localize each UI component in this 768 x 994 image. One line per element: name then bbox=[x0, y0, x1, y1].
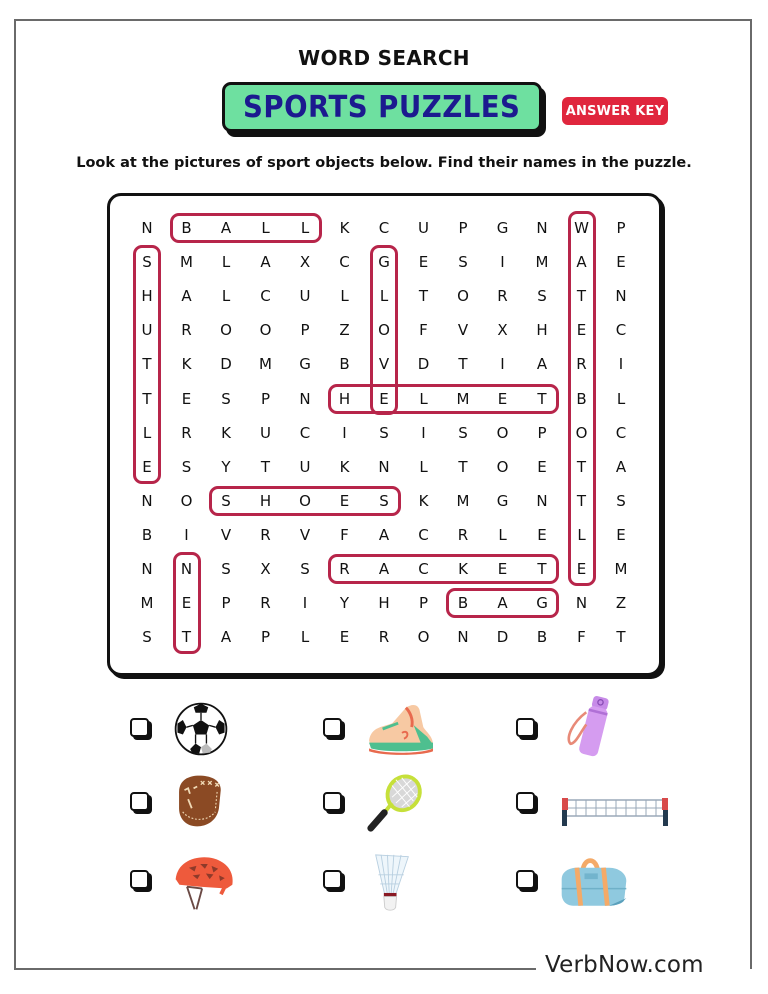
grid-cell[interactable]: M bbox=[456, 389, 470, 408]
grid-cell[interactable]: H bbox=[259, 491, 272, 510]
grid-cell[interactable]: S bbox=[379, 491, 389, 510]
grid-cell[interactable]: E bbox=[616, 525, 626, 544]
checkbox[interactable] bbox=[323, 792, 342, 811]
grid-cell[interactable]: X bbox=[299, 253, 311, 272]
grid-cell[interactable]: O bbox=[457, 287, 469, 306]
picture-item bbox=[130, 698, 300, 768]
answer-key-badge: ANSWER KEY bbox=[562, 97, 668, 125]
grid-cell[interactable]: G bbox=[536, 594, 548, 613]
grid-cell[interactable]: Y bbox=[339, 594, 350, 613]
grid-cell[interactable]: N bbox=[615, 287, 627, 306]
grid-cell[interactable]: F bbox=[340, 525, 349, 544]
grid-cell[interactable]: N bbox=[141, 219, 153, 237]
title-banner bbox=[222, 82, 542, 132]
grid-cell[interactable]: V bbox=[220, 525, 232, 544]
grid-cell[interactable]: R bbox=[260, 525, 271, 544]
picture-item bbox=[130, 850, 300, 920]
grid-cell[interactable]: O bbox=[259, 321, 272, 340]
grid-cell[interactable]: K bbox=[339, 457, 350, 476]
grid-cell[interactable]: N bbox=[141, 560, 153, 578]
found-word-highlight-bag bbox=[446, 588, 559, 618]
grid-cell[interactable]: N bbox=[141, 491, 153, 510]
grid-cell[interactable]: A bbox=[220, 219, 232, 237]
grid-cell[interactable]: E bbox=[418, 253, 429, 272]
grid-cell[interactable]: R bbox=[260, 594, 271, 613]
grid-cell[interactable]: T bbox=[181, 628, 192, 647]
grid-cell[interactable]: X bbox=[497, 321, 508, 340]
footer-divider bbox=[14, 968, 536, 970]
grid-cell[interactable]: V bbox=[299, 525, 311, 544]
tennis-racket-icon bbox=[363, 772, 443, 836]
grid-cell[interactable]: C bbox=[615, 321, 627, 340]
grid-cell[interactable]: K bbox=[181, 355, 192, 374]
found-word-highlight-racket bbox=[328, 554, 560, 584]
shuttlecock-icon bbox=[363, 850, 443, 914]
grid-cell[interactable]: L bbox=[261, 219, 270, 237]
found-word-highlight-shoes bbox=[209, 486, 401, 516]
found-word-highlight-helmet bbox=[328, 384, 560, 414]
grid-cell[interactable]: R bbox=[497, 287, 508, 306]
grid-cell[interactable]: B bbox=[536, 628, 548, 647]
grid-cell[interactable]: D bbox=[496, 628, 509, 647]
checkbox[interactable] bbox=[323, 870, 342, 889]
grid-cell[interactable]: E bbox=[497, 560, 508, 578]
grid-cell[interactable]: I bbox=[500, 253, 505, 272]
picture-item bbox=[323, 772, 493, 842]
grid-cell[interactable]: P bbox=[221, 594, 231, 613]
grid-cell[interactable]: S bbox=[300, 560, 310, 578]
grid-cell[interactable]: A bbox=[615, 457, 627, 476]
grid-cell[interactable]: P bbox=[300, 321, 310, 340]
grid-cell[interactable]: T bbox=[418, 287, 429, 306]
grid-cell[interactable]: C bbox=[339, 253, 350, 272]
grid-cell[interactable]: G bbox=[496, 491, 509, 510]
grid-cell[interactable]: A bbox=[378, 525, 390, 544]
grid-cell[interactable]: C bbox=[378, 219, 390, 237]
checkbox[interactable] bbox=[323, 718, 342, 737]
grid-cell[interactable]: T bbox=[142, 389, 152, 408]
water-bottle-icon bbox=[556, 698, 636, 762]
grid-cell[interactable]: M bbox=[259, 355, 272, 374]
grid-cell[interactable]: N bbox=[180, 560, 193, 578]
grid-cell[interactable]: A bbox=[497, 594, 508, 613]
grid-cell[interactable]: E bbox=[576, 321, 587, 340]
grid-cell[interactable]: Y bbox=[221, 457, 231, 476]
grid-cell[interactable]: L bbox=[419, 457, 428, 476]
grid-cell[interactable]: O bbox=[299, 491, 311, 510]
grid-cell[interactable]: O bbox=[180, 491, 193, 510]
grid-cell[interactable]: N bbox=[457, 628, 469, 647]
found-word-highlight-waterbottle bbox=[568, 211, 596, 586]
found-word-highlight-net bbox=[173, 552, 201, 654]
banner-title: SPORTS PUZZLES bbox=[243, 89, 521, 125]
grid-cell[interactable]: T bbox=[458, 457, 468, 476]
grid-cell[interactable]: T bbox=[576, 491, 587, 510]
picture-item bbox=[516, 698, 686, 768]
grid-cell[interactable]: Z bbox=[339, 321, 350, 340]
word-search-grid bbox=[107, 193, 662, 676]
grid-cell[interactable]: M bbox=[535, 253, 549, 272]
grid-cell[interactable]: M bbox=[140, 594, 154, 613]
grid-cell[interactable]: E bbox=[379, 389, 389, 408]
grid-cell[interactable]: C bbox=[418, 525, 429, 544]
grid-cell[interactable]: E bbox=[142, 457, 152, 476]
found-word-highlight-ball bbox=[170, 213, 323, 243]
grid-cell[interactable]: L bbox=[577, 525, 586, 544]
grid-cell[interactable]: R bbox=[457, 525, 469, 544]
grid-cell[interactable]: C bbox=[260, 287, 271, 306]
grid-cell[interactable]: P bbox=[537, 423, 547, 442]
grid-cell[interactable]: E bbox=[339, 628, 350, 647]
grid-cell[interactable]: U bbox=[299, 457, 311, 476]
grid-cell[interactable]: B bbox=[181, 219, 192, 237]
grid-cell[interactable]: H bbox=[141, 287, 153, 306]
grid-cell[interactable]: T bbox=[537, 389, 547, 408]
grid-cell[interactable]: C bbox=[299, 423, 311, 442]
grid-cell[interactable]: E bbox=[537, 525, 547, 544]
grid-cell[interactable]: T bbox=[537, 560, 547, 578]
grid-cell[interactable]: L bbox=[379, 287, 389, 306]
grid-cell[interactable]: G bbox=[496, 219, 509, 237]
picture-item bbox=[516, 772, 686, 842]
grid-cell[interactable]: S bbox=[221, 491, 231, 510]
grid-cell[interactable]: I bbox=[500, 355, 505, 374]
grid-cell[interactable]: I bbox=[302, 594, 308, 613]
grid-cell[interactable]: M bbox=[614, 560, 628, 578]
soccer-ball-icon bbox=[170, 698, 250, 762]
grid-cell[interactable]: T bbox=[616, 628, 626, 647]
grid-cell[interactable]: R bbox=[339, 560, 350, 578]
grid-cell[interactable]: N bbox=[378, 457, 390, 476]
grid-cell[interactable]: L bbox=[498, 525, 507, 544]
grid-cell[interactable]: T bbox=[576, 457, 587, 476]
grid-cell[interactable]: B bbox=[141, 525, 153, 544]
grid-cell[interactable]: U bbox=[260, 423, 271, 442]
grid-cell[interactable]: S bbox=[181, 457, 192, 476]
grid-cell[interactable]: M bbox=[180, 253, 193, 272]
grid-cell[interactable]: E bbox=[576, 560, 587, 578]
bike-helmet-icon bbox=[170, 850, 250, 914]
grid-cell[interactable]: A bbox=[536, 355, 548, 374]
grid-cell[interactable]: N bbox=[536, 219, 548, 237]
grid-cell[interactable]: D bbox=[417, 355, 430, 374]
grid-cell[interactable]: T bbox=[576, 287, 587, 306]
grid-cell[interactable]: G bbox=[299, 355, 311, 374]
grid-cell[interactable]: G bbox=[378, 253, 390, 272]
page-heading: WORD SEARCH bbox=[298, 46, 470, 70]
grid-cell[interactable]: E bbox=[181, 594, 192, 613]
volleyball-net-icon bbox=[556, 772, 636, 836]
grid-cell[interactable]: F bbox=[577, 628, 586, 647]
grid-cell[interactable]: O bbox=[378, 321, 390, 340]
grid-cell[interactable]: A bbox=[220, 628, 232, 647]
grid-cell[interactable]: S bbox=[458, 253, 468, 272]
grid-cell[interactable]: K bbox=[458, 560, 468, 578]
grid-cell[interactable]: L bbox=[221, 287, 231, 306]
grid-cell[interactable]: U bbox=[299, 287, 311, 306]
grid-cell[interactable]: R bbox=[181, 423, 192, 442]
grid-cell[interactable]: I bbox=[342, 423, 347, 442]
grid-cell[interactable]: B bbox=[339, 355, 350, 374]
picture-item bbox=[130, 772, 300, 842]
grid-cell[interactable]: C bbox=[418, 560, 429, 578]
grid-cell[interactable]: S bbox=[142, 628, 152, 647]
grid-cell[interactable]: B bbox=[457, 594, 469, 613]
grid-cell[interactable]: N bbox=[299, 389, 311, 408]
grid-cell[interactable]: H bbox=[536, 321, 548, 340]
grid-cell[interactable]: O bbox=[496, 457, 509, 476]
grid-cell[interactable]: T bbox=[458, 355, 468, 374]
grid-cell[interactable]: E bbox=[339, 491, 350, 510]
grid-cell[interactable]: U bbox=[141, 321, 153, 340]
picture-item bbox=[323, 698, 493, 768]
grid-cell[interactable]: A bbox=[260, 253, 271, 272]
grid-cell[interactable]: R bbox=[181, 321, 192, 340]
grid-cell[interactable]: X bbox=[260, 560, 271, 578]
grid-cell[interactable]: O bbox=[496, 423, 509, 442]
checkbox[interactable] bbox=[516, 718, 535, 737]
checkbox[interactable] bbox=[130, 718, 149, 737]
grid-cell[interactable]: L bbox=[616, 389, 626, 408]
grid-cell[interactable]: I bbox=[421, 423, 426, 442]
checkbox[interactable] bbox=[130, 870, 149, 889]
grid-cell[interactable]: S bbox=[379, 423, 389, 442]
grid-cell[interactable]: I bbox=[184, 525, 189, 544]
grid-cell[interactable]: T bbox=[260, 457, 271, 476]
grid-cell[interactable]: O bbox=[417, 628, 430, 647]
grid-cell[interactable]: O bbox=[575, 423, 588, 442]
grid-cell[interactable]: S bbox=[142, 253, 152, 272]
instruction-text: Look at the pictures of sport objects below. Find their names in the puzzle. bbox=[76, 155, 692, 171]
grid-cell[interactable]: E bbox=[497, 389, 508, 408]
grid-cell[interactable]: A bbox=[576, 253, 587, 272]
duffel-bag-icon bbox=[556, 850, 636, 914]
grid-cell[interactable]: S bbox=[221, 389, 231, 408]
grid-cell[interactable]: E bbox=[537, 457, 547, 476]
grid-cell[interactable]: P bbox=[260, 628, 271, 647]
grid-cell[interactable]: B bbox=[576, 389, 587, 408]
grid-cell[interactable]: P bbox=[616, 219, 626, 237]
grid-cell[interactable]: V bbox=[457, 321, 469, 340]
checkbox[interactable] bbox=[516, 792, 535, 811]
grid-cell[interactable]: K bbox=[339, 219, 350, 237]
grid-cell[interactable]: R bbox=[378, 628, 390, 647]
grid-cell[interactable]: E bbox=[616, 253, 626, 272]
grid-cell[interactable]: N bbox=[536, 491, 548, 510]
grid-cell[interactable]: P bbox=[260, 389, 271, 408]
grid-cell[interactable]: A bbox=[378, 560, 390, 578]
grid-cell[interactable]: Z bbox=[615, 594, 627, 613]
picture-item bbox=[516, 850, 686, 920]
grid-cell[interactable]: K bbox=[418, 491, 429, 510]
grid-cell[interactable]: M bbox=[456, 491, 470, 510]
grid-cell[interactable]: L bbox=[300, 219, 310, 237]
grid-cell[interactable]: R bbox=[576, 355, 587, 374]
picture-item bbox=[323, 850, 493, 920]
grid-cell[interactable]: P bbox=[418, 594, 429, 613]
grid-cell[interactable]: H bbox=[378, 594, 390, 613]
found-word-highlight-shuttle bbox=[133, 245, 161, 484]
grid-cell[interactable]: L bbox=[300, 628, 310, 647]
grid-cell[interactable]: N bbox=[575, 594, 588, 613]
grid-cell[interactable]: W bbox=[574, 219, 589, 237]
baseball-glove-icon bbox=[170, 772, 250, 836]
grid-cell[interactable]: K bbox=[221, 423, 231, 442]
grid-cell[interactable]: F bbox=[419, 321, 428, 340]
grid-cell[interactable]: I bbox=[618, 355, 624, 374]
grid-cell[interactable]: H bbox=[338, 389, 351, 408]
grid-cell[interactable]: S bbox=[458, 423, 468, 442]
grid-cell[interactable]: L bbox=[221, 253, 231, 272]
grid-cell[interactable]: S bbox=[221, 560, 231, 578]
grid-cell[interactable]: A bbox=[181, 287, 192, 306]
sneaker-shoe-icon bbox=[363, 698, 443, 762]
grid-cell[interactable]: L bbox=[142, 423, 152, 442]
grid-cell[interactable]: S bbox=[537, 287, 547, 306]
grid-cell[interactable]: C bbox=[615, 423, 627, 442]
grid-cell[interactable]: E bbox=[181, 389, 192, 408]
grid-cell[interactable]: O bbox=[220, 321, 232, 340]
checkbox[interactable] bbox=[130, 792, 149, 811]
grid-cell[interactable]: T bbox=[142, 355, 152, 374]
checkbox[interactable] bbox=[516, 870, 535, 889]
footer-brand: VerbNow.com bbox=[545, 952, 704, 978]
grid-cell[interactable]: V bbox=[378, 355, 390, 374]
grid-cell[interactable]: U bbox=[418, 219, 429, 237]
grid-cell[interactable]: L bbox=[419, 389, 428, 408]
grid-cell[interactable]: L bbox=[340, 287, 349, 306]
grid-cell[interactable]: P bbox=[458, 219, 468, 237]
grid-cell[interactable]: S bbox=[616, 491, 626, 510]
grid-cell[interactable]: D bbox=[220, 355, 232, 374]
